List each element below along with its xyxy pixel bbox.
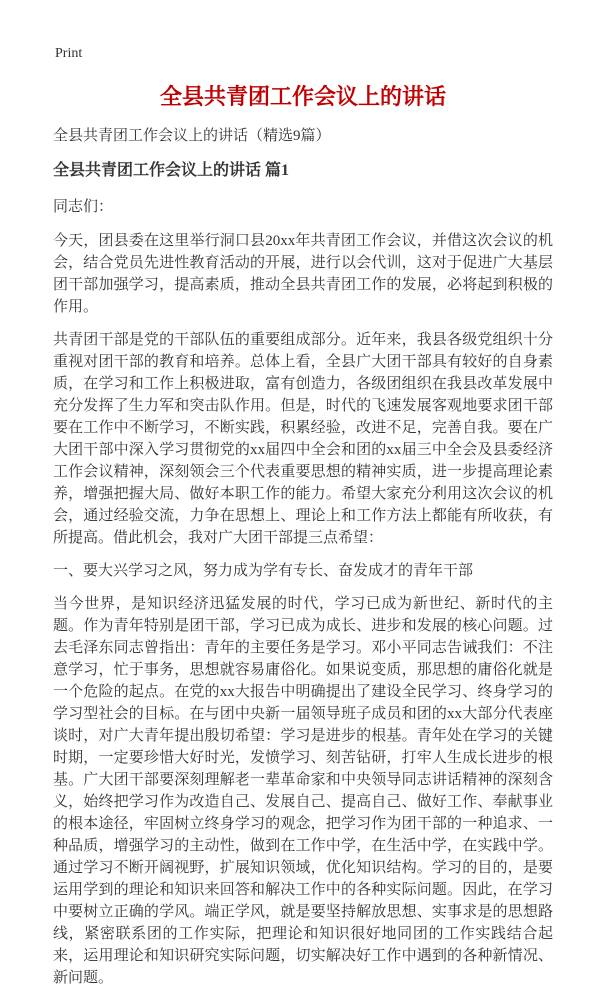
paragraph: 今天，团县委在这里举行洞口县20xx年共青团工作会议，并借这次会议的机会，结合党员先进性教育活动的开展，进行以会代训，这对于促进广大基层团干部加强学习，提高素质，推动全县共青团工作的发展，必将起到积极的作用。 <box>53 233 553 315</box>
paragraph-list <box>53 230 553 989</box>
paragraph: 共青团干部是党的干部队伍的重要组成部分。近年来，我县各级党组织十分重视对团干部的教育和培养。总体上看，全县广大团干部具有较好的自身素质，在学习和工作上积极进取，富有创造力，各级团组织在我县改革发展中充分发挥了生力军和突击队作用。但是，时代的飞速发展客观地要求团干部要在工作中不断学习，不断实践，积累经验，改进不足，完善自我。要在广大团干部中深入学习贯彻党的xx届四中全会和团的xx届三中全会及县委经济工作会议精神，深刻领会三个代表重要思想的精神实质，进一步提高理论素养，增强把握大局、做好本职工作的能力。希望大家充分利用这次会议的机会，通过经验交流，力争在思想上、理论上和工作方法上都能有所收获，有所提高。借此机会，我对广大团干部提三点希望： <box>53 332 553 546</box>
section-heading: 全县共青团工作会议上的讲话 篇1 <box>53 162 290 179</box>
salutation: 同志们： <box>53 199 114 215</box>
document-subtitle: 全县共青团工作会议上的讲话（精选9篇） <box>53 128 331 144</box>
paragraph: 一、要大兴学习之风，努力成为学有专长、奋发成才的青年干部 <box>53 563 474 579</box>
print-link[interactable]: Print <box>55 46 83 61</box>
page-title: 全县共青团工作会议上的讲话 <box>159 84 446 109</box>
paragraph: 当今世界，是知识经济迅猛发展的时代，学习已成为新世纪、新时代的主题。作为青年特别是团干部，学习已成为成长、进步和发展的核心问题。过去毛泽东同志曾指出：青年的主要任务是学习。邓小平同志告诫我们：不注意学习，忙于事务，思想就容易庸俗化。如果说变质，那思想的庸俗化就是一个危险的起点。在党的xx大报告中明确提出了建设全民学习、终身学习的学习型社会的目标。在与团中央新一届领导班子成员和团的xx大部分代表座谈时，对广大青年提出殷切希望：学习是进步的根基。青年处在学习的关键时期，一定要珍惜大好时光，发愤学习、刻苦钻研，打牢人生成长进步的根基。广大团干部要深刻理解老一辈革命家和中央领导同志讲话精神的深刻含义，始终把学习作为改造自己、发展自己、提高自己、做好工作、奉献事业的根本途径，牢固树立终身学习的观念，把学习作为团干部的一种追求、一种品质，增强学习的主动性，做到在工作中学，在生活中学，在实践中学。通过学习不断开阔视野，扩展知识领域，优化知识结构。学习的目的，是要运用学到的理论和知识来回答和解决工作中的各种实际问题。因此，在学习中要树立正确的学风。端正学风，就是要坚持解放思想、实事求是的思想路线，紧密联系团的工作实际，把理论和知识很好地同团的工作实践结合起来，运用理论和知识研究实际问题，切实解决好工作中遇到的各种新情况、新问题。 <box>53 596 553 986</box>
